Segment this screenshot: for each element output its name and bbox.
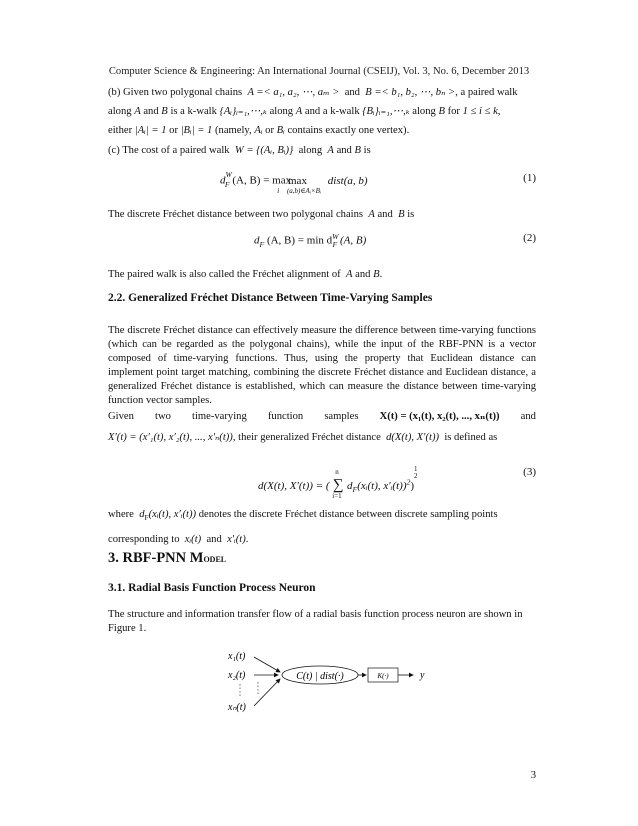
equation-3 bbox=[108, 454, 536, 500]
equation-1 bbox=[108, 166, 536, 198]
section-3-1-heading: 3.1. Radial Basis Function Process Neuron bbox=[108, 582, 316, 594]
given-line1: Given two time-varying function samples X(t) = (x₁(t), x₂(t), ..., xₙ(t)) and bbox=[108, 411, 536, 422]
equation-2-number: (2) bbox=[523, 232, 536, 244]
definition-c: (c) The cost of a paired walk W = {(Aᵢ, Bᵢ)} along A and B is bbox=[108, 145, 371, 156]
equation-3-number: (3) bbox=[523, 466, 536, 478]
def-b-line1: (b) Given two polygonal chains A =< a₁, a₂, ⋯, aₘ > and B =< b₁, b₂, ⋯, bₙ >, a paired walk bbox=[108, 87, 518, 98]
where-line1: where $d_F(xᵢ(t)$, x′ᵢ(t)) denotes the discrete Fréchet distance between discrete sampling points bbox=[108, 509, 498, 523]
input-x1-label: x₁(t) bbox=[228, 651, 246, 662]
paragraph-where bbox=[108, 508, 536, 547]
output-y-label: y bbox=[420, 670, 425, 681]
def-b-line2: along A and B is a k-walk {Aᵢ}ᵢ₌₁,⋯,ₖ along A and a k-walk {Bᵢ}ᵢ₌₁,⋯,ₖ along B for 1 ≤ i ≤ k, bbox=[108, 106, 501, 117]
where-line2: corresponding to xᵢ(t) and x′ᵢ(t). bbox=[108, 534, 249, 546]
kernel-label: K(·) bbox=[377, 672, 389, 680]
running-header: Computer Science & Engineering: An International Journal (CSEIJ), Vol. 3, No. 6, December 2013 bbox=[108, 66, 530, 77]
arrow-x1 bbox=[254, 657, 280, 672]
paragraph-discrete-frechet: The discrete Fréchet distance between two polygonal chains A and B is bbox=[108, 209, 415, 220]
paragraph-2-2: The discrete Fréchet distance can effectively measure the difference between time-varying functions (which can be regarded as the polygonal chains), while the input of the RBF-PNN is a vector composed of time-varying functions. Thus, using the property that Euclidean distance can implement point target matching, combining the discrete Fréchet distance and Euclidean distance, a generalized Fréchet distance is established, which can measure the distance between time-varying function vector samples. bbox=[108, 325, 536, 406]
section-3-heading: 3. RBF-PNN Model bbox=[108, 550, 227, 566]
def-b-line3: either |Aᵢ| = 1 or |Bᵢ| = 1 (namely, Aᵢ or Bᵢ contains exactly one vertex). bbox=[108, 125, 410, 136]
paragraph-given bbox=[108, 410, 536, 445]
equation-2 bbox=[108, 226, 536, 258]
equation-2-expr: $d_F$ (A, $B) = \min d^W_F$ (A, B) bbox=[254, 232, 367, 249]
equation-1-expr: $d^W_F$ (A, $B) = \max_i \max_{(a,b)\in Aᵢ\times Bᵢ}$ dist(a, b) bbox=[220, 170, 368, 195]
figure-1-neuron-diagram bbox=[220, 648, 460, 718]
input-x2-label: x₂(t) bbox=[228, 670, 246, 681]
page-number: 3 bbox=[530, 770, 536, 781]
paragraph-paired-walk: The paired walk is also called the Fréchet alignment of A and B. bbox=[108, 269, 383, 280]
section-2-2-heading: 2.2. Generalized Fréchet Distance Between Time-Varying Samples bbox=[108, 292, 433, 304]
equation-3-expr: d(X(t), X′(t)) = ( n ∑ i=1 $d_F(xᵢ(t)$, x′ᵢ(t))$^2$)1 2 bbox=[258, 465, 418, 500]
process-neuron-label: C(t) | dist(·) bbox=[296, 671, 344, 682]
equation-1-number: (1) bbox=[523, 172, 536, 184]
sum-symbol: n ∑ i=1 bbox=[332, 468, 344, 500]
paragraph-3-1: The structure and information transfer flow of a radial basis function process neuron are shown in Figure 1. bbox=[108, 609, 523, 634]
definition-b bbox=[108, 86, 536, 138]
given-line2: X′(t) = (x′₁(t), x′₂(t), ..., x′ₙ(t)), their generalized Fréchet distance d(X(t), X′(t)) is defined as bbox=[108, 432, 498, 443]
input-xn-label: xₙ(t) bbox=[228, 702, 246, 713]
